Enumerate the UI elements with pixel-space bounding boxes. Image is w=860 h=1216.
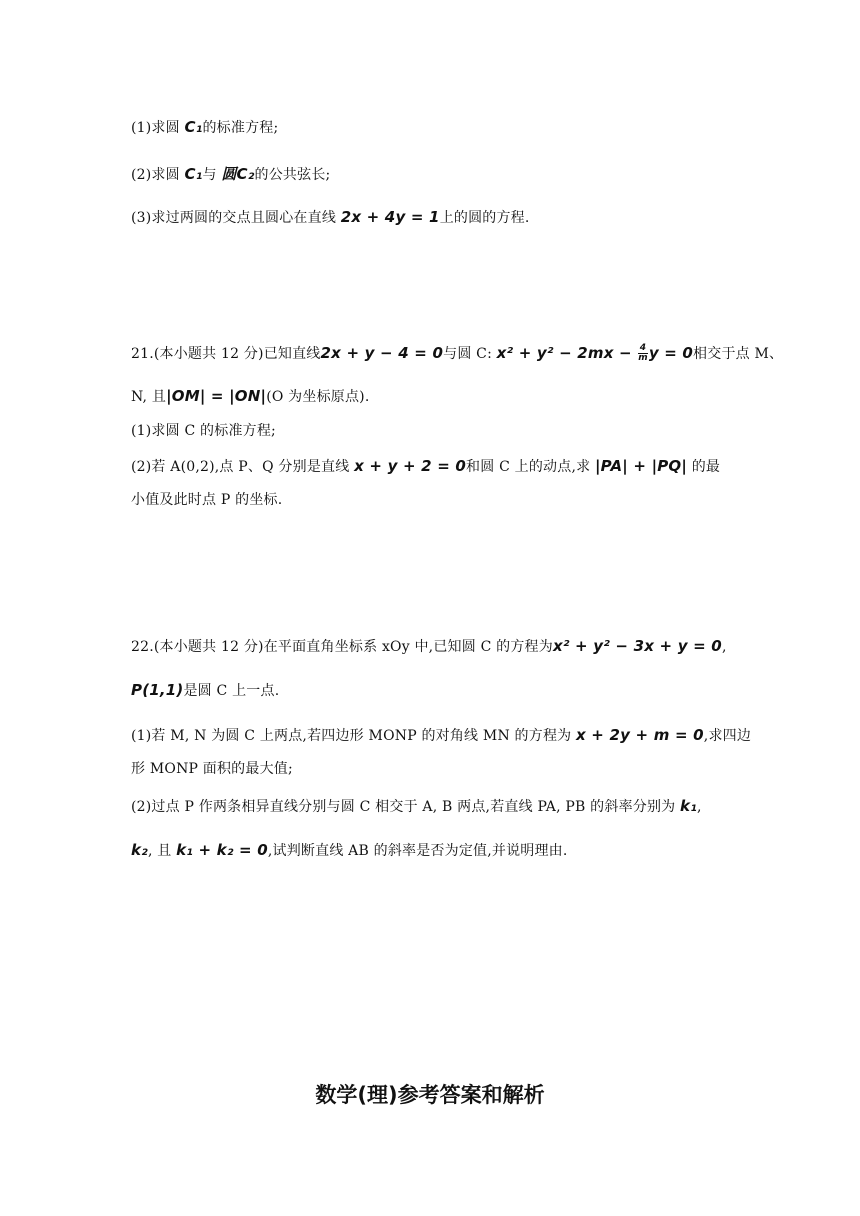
q22-part2-cont: k₂, 且 k₁ + k₂ = 0,试判断直线 AB 的斜率是否为定值,并说明理由. xyxy=(131,841,568,859)
fraction: $\frac{4}{m}$ xyxy=(638,343,648,363)
math-circle-eq: x² + y² − 2mx − $\frac{4}{m}$ y = 0 xyxy=(496,343,694,363)
q20-part3: (3)求过两圆的交点且圆心在直线 2x + 4y = 1上的圆的方程. xyxy=(131,208,530,226)
math-c2: 圆C₂ xyxy=(221,165,255,183)
answer-section-title: 数学(理)参考答案和解析 xyxy=(315,1083,545,1107)
math-line-eq: x + y + 2 = 0 xyxy=(354,457,467,475)
math-c1: C₁ xyxy=(184,118,203,136)
q21-line2: N, 且|OM| = |ON|(O 为坐标原点). xyxy=(131,387,370,405)
math-k2: k₂ xyxy=(131,841,148,859)
math-c1: C₁ xyxy=(184,165,203,183)
math-abs-eq: |OM| = |ON| xyxy=(166,387,267,405)
math-line-eq: 2x + 4y = 1 xyxy=(340,208,440,226)
q21-part1: (1)求圆 C 的标准方程; xyxy=(131,423,276,439)
q21-part2-cont: 小值及此时点 P 的坐标. xyxy=(131,492,283,508)
math-circle-eq: x² + y² − 3x + y = 0 xyxy=(552,637,722,655)
math-k1: k₁ xyxy=(680,797,697,815)
q21-line1: 21.(本小题共 12 分)已知直线2x + y − 4 = 0与圆 C: x² + y² − 2mx − $\frac{4}{m}$ y = 0相交于点 M、 xyxy=(131,343,784,363)
q22-part1: (1)若 M, N 为圆 C 上两点,若四边形 MONP 的对角线 MN 的方程为 x + 2y + m = 0,求四边 xyxy=(131,726,752,744)
q22-line1: 22.(本小题共 12 分)在平面直角坐标系 xOy 中,已知圆 C 的方程为x² + y² − 3x + y = 0, xyxy=(131,637,727,655)
q22-line2: P(1,1)是圆 C 上一点. xyxy=(131,681,280,699)
math-abs-sum: |PA| + |PQ| xyxy=(594,457,688,475)
q22-part2: (2)过点 P 作两条相异直线分别与圆 C 相交于 A, B 两点,若直线 PA, PB 的斜率分别为 k₁, xyxy=(131,797,702,815)
math-line-eq: x + 2y + m = 0 xyxy=(576,726,704,744)
q20-part1: (1)求圆 C₁的标准方程; xyxy=(131,118,279,136)
math-point: P(1,1) xyxy=(131,681,184,699)
q20-part2: (2)求圆 C₁与 圆C₂的公共弦长; xyxy=(131,165,331,183)
q21-part2: (2)若 A(0,2),点 P、Q 分别是直线 x + y + 2 = 0和圆 C 上的动点,求 |PA| + |PQ| 的最 xyxy=(131,457,721,475)
math-line-eq: 2x + y − 4 = 0 xyxy=(320,344,444,362)
q22-part1-cont: 形 MONP 面积的最大值; xyxy=(131,761,293,777)
math-slope-sum: k₁ + k₂ = 0 xyxy=(176,841,268,859)
